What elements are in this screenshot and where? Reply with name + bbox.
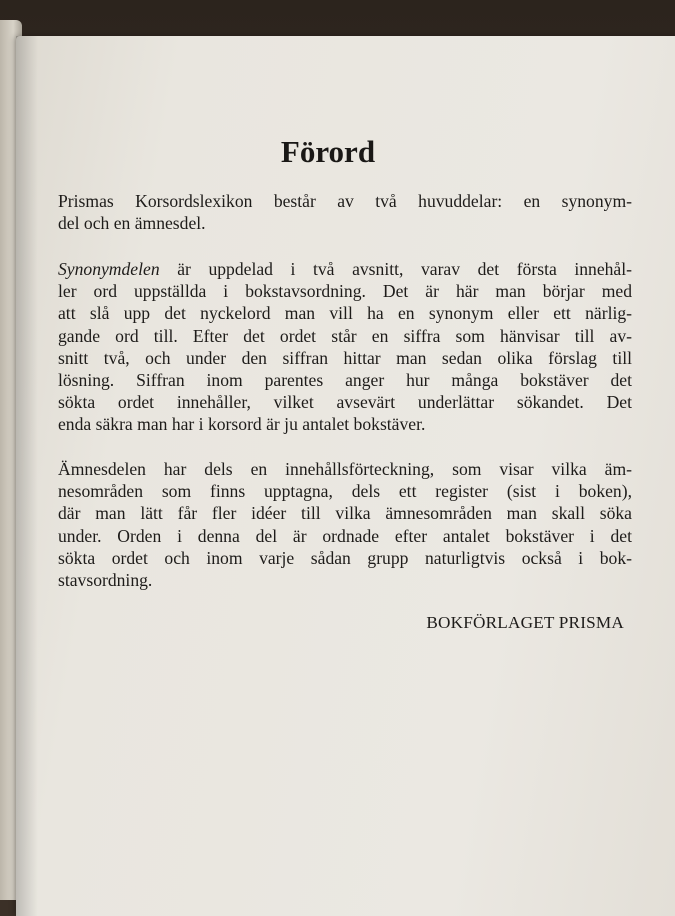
text-line: lösning. Siffran inom parentes anger hur många bokstäver det bbox=[58, 370, 632, 391]
text-line: att slå upp det nyckelord man vill ha en synonym eller ett närlig- bbox=[58, 303, 632, 324]
text-line: under. Orden i denna del är ordnade efter antalet bokstäver i det bbox=[58, 525, 632, 546]
text-line: sökta ordet innehåller, vilket avsevärt underlättar sökandet. Det bbox=[58, 392, 632, 413]
publisher-signature: BOKFÖRLAGET PRISMA bbox=[426, 613, 624, 632]
text-line: enda säkra man har i korsord är ju antalet bokstäver. bbox=[58, 414, 426, 435]
text-line: gande ord till. Efter det ordet står en siffra som hänvisar till av- bbox=[58, 325, 632, 346]
text-line: ler ord uppställda i bokstavsordning. Det är här man börjar med bbox=[58, 281, 632, 302]
page-title: Förord bbox=[280, 134, 376, 169]
text-line: nesområden som finns upptagna, dels ett register (sist i boken), bbox=[58, 481, 632, 502]
text-line: sökta ordet och inom varje sådan grupp naturligtvis också i bok- bbox=[58, 547, 632, 568]
paragraph-synonym-section bbox=[58, 258, 632, 436]
text-line: där man lätt får fler idéer till vilka ämnesområden man skall söka bbox=[58, 503, 632, 524]
text-segment: är uppdelad i två avsnitt, varav det första innehål- bbox=[159, 259, 632, 279]
text-line: Ämnesdelen har dels en innehållsförteckning, som visar vilka äm- bbox=[58, 459, 632, 479]
text-line: snitt två, och under den siffran hittar man sedan olika förslag till bbox=[58, 347, 632, 368]
text-line bbox=[58, 258, 632, 280]
text-line: Prismas Korsordslexikon består av två huvuddelar: en synonym- bbox=[58, 191, 632, 211]
text-line: stavsordning. bbox=[58, 570, 153, 591]
text-line: del och en ämnesdel. bbox=[58, 213, 206, 234]
paragraph-subject-section bbox=[58, 458, 632, 591]
paragraph-intro bbox=[58, 190, 632, 234]
spine-shadow bbox=[16, 36, 38, 916]
italic-term: Synonymdelen bbox=[58, 259, 160, 279]
